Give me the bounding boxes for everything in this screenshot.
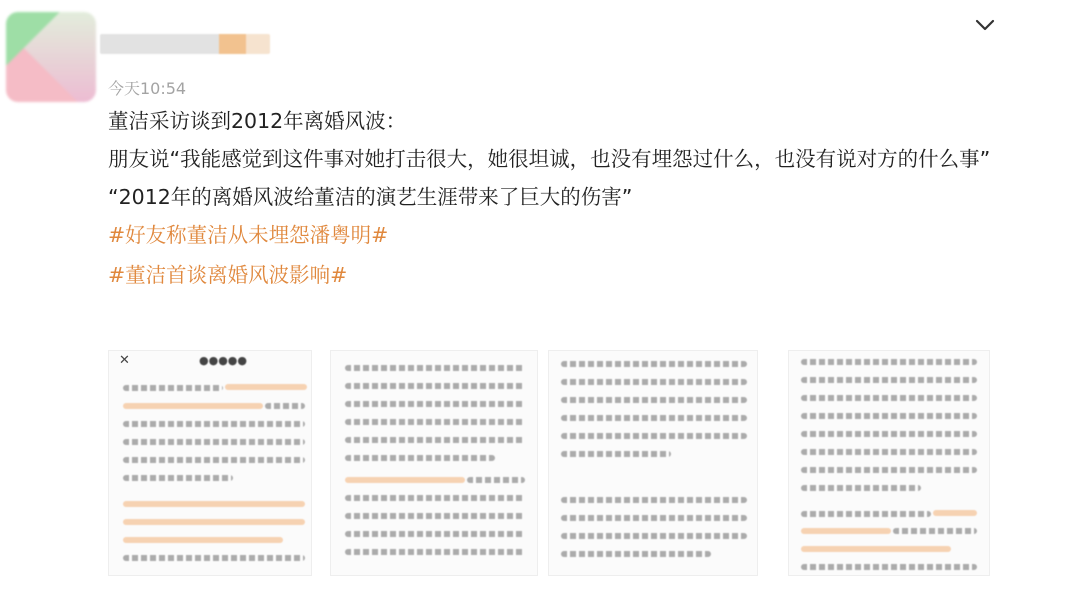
image-header-text: ●●●●● — [199, 354, 247, 367]
post-image-3[interactable] — [548, 350, 758, 576]
post-line-title: 董洁采访谈到2012年离婚风波： — [108, 109, 407, 133]
username-blurred[interactable] — [100, 34, 270, 54]
close-icon: ✕ — [119, 353, 130, 368]
post-timestamp: 今天10:54 — [108, 79, 187, 98]
hashtag-link[interactable]: #好友称董洁从未埋怨潘粤明# — [108, 223, 389, 247]
image-header — [109, 351, 311, 373]
image-grid — [108, 350, 998, 578]
post-image-2[interactable] — [330, 350, 538, 576]
post-image-4[interactable] — [788, 350, 990, 576]
chevron-down-icon[interactable] — [974, 16, 996, 34]
post-image-1[interactable] — [108, 350, 312, 576]
post-line-quote: 朋友说“我能感觉到这件事对她打击很大，她很坦诚，也没有埋怨过什么，也没有说对方的什么事” — [108, 147, 991, 171]
post-line-quote-2: “2012年的离婚风波给董洁的演艺生涯带来了巨大的伤害” — [108, 185, 633, 209]
hashtag-link[interactable]: #董洁首谈离婚风波影响# — [108, 263, 348, 287]
avatar[interactable] — [6, 12, 96, 102]
post-text — [108, 104, 1048, 298]
